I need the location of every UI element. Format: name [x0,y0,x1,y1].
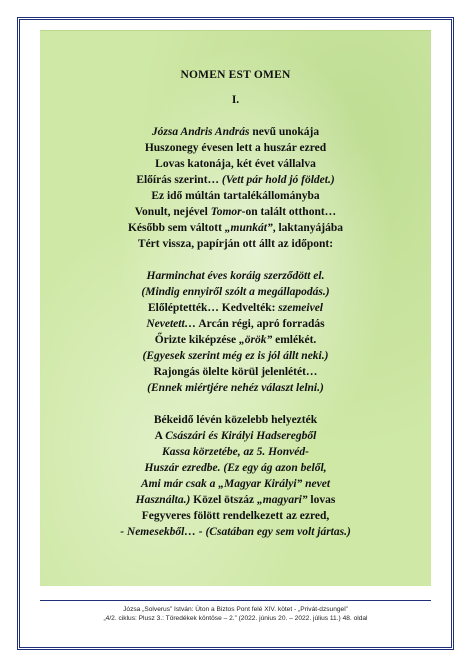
poem-line [40,300,431,316]
line-segment: Huszonegy évesen lett a huszár ezred [144,142,327,154]
stanza-3 [40,412,431,540]
line-segment: Ami már csak a „Magyar Királyi” nevet [140,478,331,490]
line-segment: emlékét. [272,334,317,346]
stanza-1 [40,124,431,252]
poem-line [40,316,431,332]
line-segment: Tért vissza, papírján ott állt az időpont: [137,238,334,250]
footer-line-1: Józsa „Solverus” István: Úton a Biztos Pont felé XIV. kötet - „Privát-dzsungel” [123,606,348,613]
line-segment: (Vett pár hold jó földet.) [221,174,335,186]
poem-line [40,172,431,188]
poem-line [40,524,431,540]
poem-line [40,492,431,508]
line-segment: Császári és Királyi Hadseregből [165,430,317,442]
poem-line [40,140,431,156]
poem-line [40,284,431,300]
poem-line [40,444,431,460]
poem-line [40,348,431,364]
line-segment: lovas [307,494,336,506]
poem-section-number: I. [231,94,240,106]
poem-stanzas [40,124,431,540]
line-segment: A [154,430,166,442]
line-segment: Huszár ezredbe. (Ez egy ág azon belől, [144,462,327,474]
line-segment: „örök” [239,334,273,346]
poem-line [40,220,431,236]
page-footer [40,600,431,623]
poem-line [40,380,431,396]
line-segment: Használta.) [135,494,191,506]
poem-line [40,188,431,204]
line-segment: Előírás szerint… [136,174,222,186]
poem-line [40,508,431,524]
line-segment: Közel ötszáz [190,494,258,506]
poem-title: NOMEN EST OMEN [180,69,291,81]
line-segment: „magyari” [257,494,308,506]
line-segment: Fegyveres fölött rendelkezett az ezred, [141,510,330,522]
line-segment: Előléptették… Kedvelték: [147,302,279,314]
poem-line [40,428,431,444]
stanza-2 [40,268,431,396]
poem-line [40,156,431,172]
poem-line [40,476,431,492]
poem-line [40,236,431,252]
line-segment: , laktanyájába [272,222,344,234]
line-segment: Kassa körzetébe, az 5. Honvéd- [162,446,309,458]
line-segment: nevű unokája [249,126,320,138]
line-segment: „munkát” [224,222,273,234]
line-segment: Lovas katonája, két évet vállalva [155,158,316,170]
line-segment: Józsa Andris András [151,126,250,138]
footer-line-2: „4/2. ciklus: Plusz 3.: Töredékek köntöse – 2.” (2022. június 20. – 2022. július 11.) 48. oldal [103,615,368,622]
poem-line [40,268,431,284]
line-segment: Később sem váltott [127,222,225,234]
poem-line [40,460,431,476]
line-segment: Harminchat éves koráig szerződött el. [146,270,325,282]
poem-line [40,204,431,220]
line-segment: Nevetett… [146,318,197,330]
line-segment: (Csatában egy sem volt jártas.) [205,526,351,538]
line-segment: (Mindig ennyiről szólt a megállapodás.) [141,286,330,298]
line-segment: Tomor [210,206,242,218]
poem-content [40,30,431,540]
line-segment: szemeivel [278,302,323,314]
line-segment: Békeidő lévén közelebb helyezték [153,414,318,426]
line-segment: (Egyesek szerint még ez is jól állt neki.) [142,350,329,362]
line-segment: Arcán régi, apró forradás [196,318,325,330]
line-segment: Ez idő múltán tartalékállományba [151,190,320,202]
line-segment: Vonult, nejével [134,206,211,218]
poem-line [40,332,431,348]
poem-line [40,412,431,428]
line-segment: Őrizte kiképzése [154,334,239,346]
poem-line [40,124,431,140]
line-segment: - Nemesekből… - [120,526,206,538]
line-segment: -on talált otthont… [241,206,337,218]
poem-line [40,364,431,380]
line-segment: (Ennek miértjére nehéz választ lelni.) [147,382,324,394]
line-segment: Rajongás ölelte körül jelenlétét… [153,366,318,378]
